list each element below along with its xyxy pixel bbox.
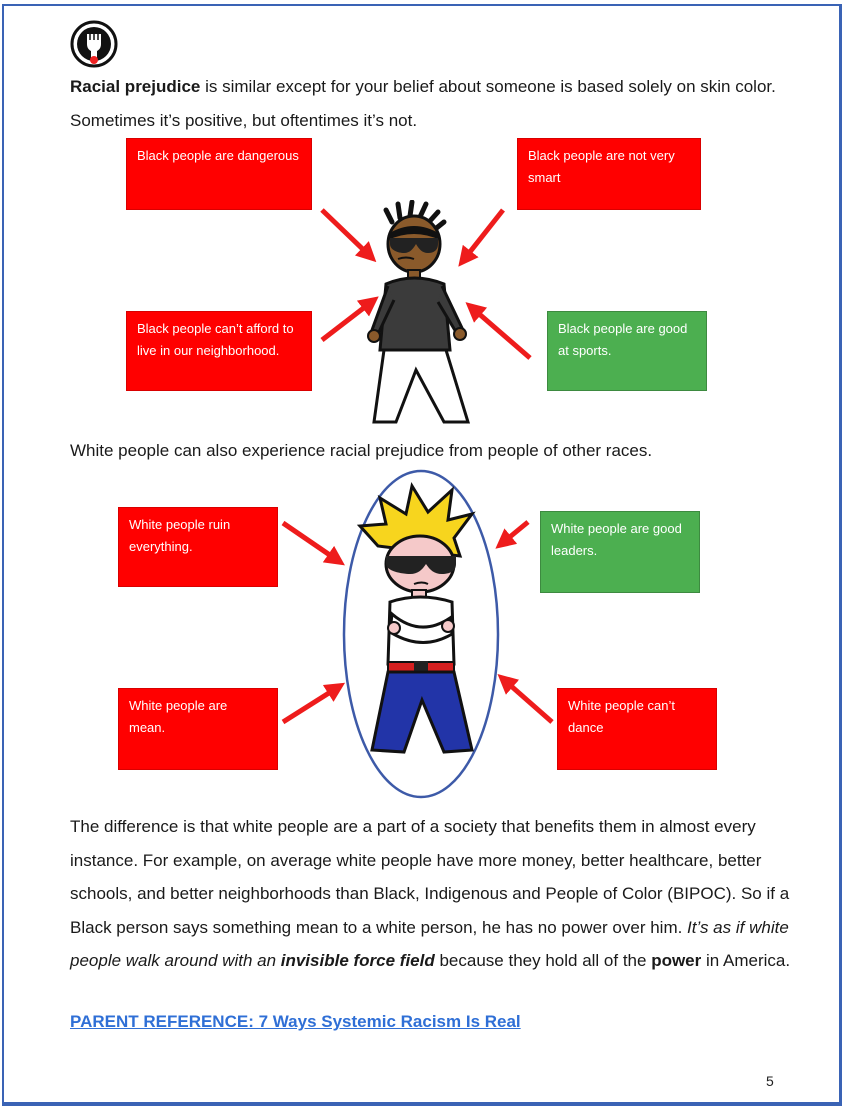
stereotype-box-sports: Black people are good at sports. — [547, 311, 707, 391]
stereotype-box-mean: White people are mean. — [118, 688, 278, 770]
stereotype-box-ruin: White people ruin everything. — [118, 507, 278, 587]
paragraph-difference: The difference is that white people are a part of a society that benefits them in almost every instance. For example, on average white people have more money, better healthcare, better schools, and better neighborhoods than Black, Indigenous and People of Color (BIPOC). So if a Black person says something mean to a white person, he has no power over him. It’s as if white people walk around with an invisible force field because they hold all of the power in America. — [70, 817, 791, 971]
stereotype-box-afford: Black people can’t afford to live in our neighborhood. — [126, 311, 312, 391]
page-number: 5 — [766, 1073, 774, 1089]
paragraph-racial-prejudice: Racial prejudice is similar except for your belief about someone is based solely on skin color. Sometimes it’s positive, but oftentimes it’s not. — [70, 77, 776, 130]
raised-fist-icon — [70, 20, 118, 68]
stereotype-box-dangerous: Black people are dangerous — [126, 138, 312, 210]
paragraph-white-prejudice: White people can also experience racial prejudice from people of other races. — [70, 441, 653, 460]
black-person-illustration — [362, 200, 478, 425]
stereotype-box-dance: White people can’t dance — [557, 688, 717, 770]
white-person-illustration — [340, 468, 502, 802]
stereotype-box-not-smart: Black people are not very smart — [517, 138, 701, 210]
term-racial-prejudice: Racial prejudice — [70, 77, 201, 96]
stereotype-box-leaders: White people are good leaders. — [540, 511, 700, 593]
term-power: power — [651, 951, 702, 971]
parent-reference-link[interactable]: PARENT REFERENCE: 7 Ways Systemic Racism Is Real — [70, 1012, 521, 1031]
term-invisible-force-field: invisible force field — [280, 951, 435, 971]
